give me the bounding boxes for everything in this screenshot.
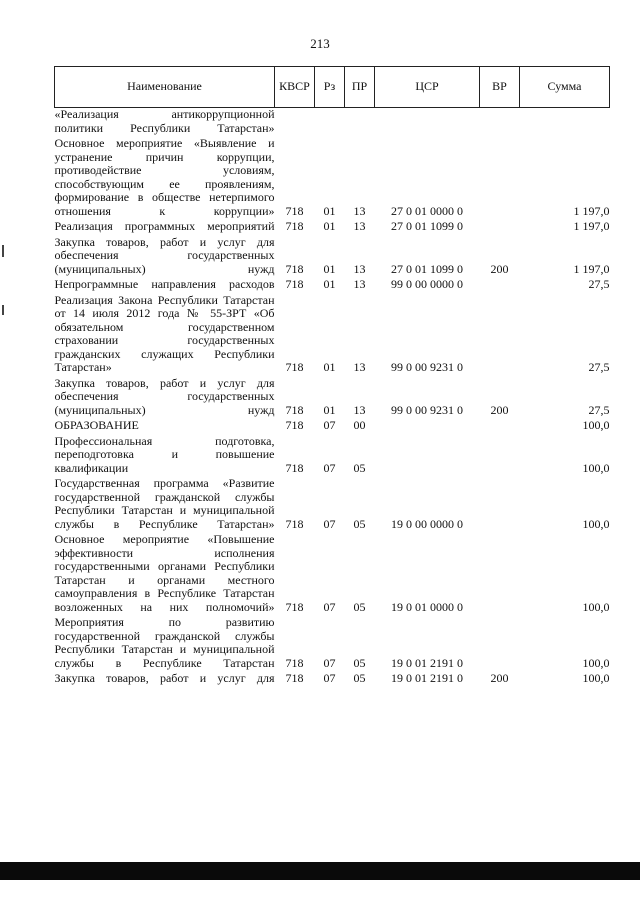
column-header-sum: Сумма [520, 67, 610, 108]
column-header-kvsr: КВСР [275, 67, 315, 108]
row-vr: 200 [490, 261, 509, 276]
row-name: Непрограммные направления расходов [54, 277, 275, 291]
table-row [55, 419, 610, 435]
row-rz: 07 [323, 516, 336, 531]
row-name: Профессиональная подготовка, переподготовка и повышение квалификации [54, 433, 275, 475]
row-pr: 05 [353, 599, 366, 614]
row-rz: 01 [323, 219, 336, 233]
row-csr: 19 0 01 0000 0 [391, 599, 463, 614]
row-kvsr: 718 [285, 655, 304, 670]
scan-mark [2, 245, 4, 257]
row-rz: 07 [323, 655, 336, 670]
table-row [55, 533, 610, 616]
row-sum: 100,0 [582, 671, 610, 685]
row-vr [480, 477, 520, 533]
table-row [55, 220, 610, 236]
table-row [55, 435, 610, 478]
row-vr [480, 137, 520, 220]
column-header-vr: ВР [480, 67, 520, 108]
row-vr: 200 [490, 671, 509, 685]
row-pr: 13 [353, 402, 366, 417]
row-name: Закупка товаров, работ и услуг для обеспечения государственных (муниципальных) нужд [54, 234, 275, 276]
row-kvsr: 718 [285, 418, 304, 432]
row-name: Основное мероприятие «Выявление и устранение причин коррупции, противодействие условиям, способствующим ее проявлениям, формирование в обществе нетерпимого отношения к коррупции» [54, 136, 275, 218]
row-rz: 01 [323, 277, 336, 291]
row-vr [480, 294, 520, 377]
row-rz: 01 [323, 402, 336, 417]
table-row [55, 294, 610, 377]
row-name: Закупка товаров, работ и услуг для [54, 671, 275, 685]
row-pr [345, 108, 375, 138]
row-pr: 13 [353, 219, 366, 233]
row-sum: 27,5 [588, 277, 610, 291]
row-pr: 13 [353, 277, 366, 291]
row-vr [480, 419, 520, 435]
row-csr [375, 419, 480, 435]
row-rz: 01 [323, 203, 336, 218]
row-csr: 19 0 01 2191 0 [391, 655, 463, 670]
row-pr: 05 [353, 671, 366, 685]
row-kvsr: 718 [285, 261, 304, 276]
row-csr: 27 0 01 1099 0 [391, 219, 463, 233]
row-name: ОБРАЗОВАНИЕ [54, 418, 139, 432]
row-sum: 100,0 [582, 418, 610, 432]
row-vr [480, 108, 520, 138]
row-sum: 27,5 [588, 360, 610, 374]
row-name: Мероприятия по развитию государственной гражданской службы Республики Татарстан и муниципальной службы в Республике Татарстан [54, 615, 275, 670]
column-header-name: Наименование [55, 67, 275, 108]
row-pr: 00 [353, 418, 366, 432]
row-kvsr: 718 [285, 599, 304, 614]
row-sum: 100,0 [582, 655, 610, 670]
row-vr [480, 278, 520, 294]
row-kvsr: 718 [285, 277, 304, 291]
row-kvsr: 718 [285, 402, 304, 417]
row-kvsr: 718 [285, 671, 304, 685]
row-name: «Реализация антикоррупционной политики Республики Татарстан» [54, 107, 275, 135]
row-rz: 01 [323, 360, 336, 374]
row-kvsr: 718 [285, 360, 304, 374]
row-csr [375, 108, 480, 138]
table-row [55, 377, 610, 420]
row-name: Государственная программа «Развитие государственной гражданской службы Республики Татарстан и муниципальной службы в Республике Татарстан» [54, 476, 275, 531]
row-rz [315, 108, 345, 138]
row-pr: 13 [353, 203, 366, 218]
row-vr [480, 533, 520, 616]
table-row [55, 108, 610, 138]
row-rz: 07 [323, 599, 336, 614]
row-sum: 100,0 [582, 516, 610, 531]
table-row [55, 672, 610, 688]
row-csr: 19 0 01 2191 0 [391, 671, 463, 685]
row-pr: 05 [353, 655, 366, 670]
row-vr [480, 616, 520, 672]
column-header-rz: Рз [315, 67, 345, 108]
row-name: Закупка товаров, работ и услуг для обеспечения государственных (муниципальных) нужд [54, 375, 275, 417]
row-sum: 1 197,0 [573, 261, 610, 276]
row-sum: 1 197,0 [573, 219, 610, 233]
row-pr: 13 [353, 261, 366, 276]
row-vr [480, 220, 520, 236]
scan-border-bar [0, 862, 640, 880]
row-csr: 19 0 00 0000 0 [391, 516, 463, 531]
row-pr: 05 [353, 460, 366, 475]
page-number: 213 [310, 36, 330, 51]
row-csr: 27 0 01 1099 0 [391, 261, 463, 276]
row-name: Основное мероприятие «Повышение эффективности исполнения государственными органами Республики Татарстан и органами местного самоуправления в Республике Татарстан возложенных на них полномочий» [54, 532, 275, 614]
table-row [55, 137, 610, 220]
row-kvsr: 718 [285, 203, 304, 218]
row-sum: 27,5 [588, 402, 610, 417]
column-header-csr: ЦСР [375, 67, 480, 108]
row-sum: 100,0 [582, 460, 610, 475]
table-row [55, 616, 610, 672]
row-name: Реализация программных мероприятий [54, 219, 275, 233]
table-row [55, 477, 610, 533]
row-csr: 99 0 00 9231 0 [391, 360, 463, 374]
row-vr [480, 435, 520, 478]
row-sum: 1 197,0 [573, 203, 610, 218]
row-kvsr [275, 108, 315, 138]
table-row [55, 236, 610, 279]
row-sum: 100,0 [582, 599, 610, 614]
row-vr: 200 [490, 402, 509, 417]
row-rz: 07 [323, 671, 336, 685]
column-header-pr: ПР [345, 67, 375, 108]
row-csr: 99 0 00 0000 0 [391, 277, 463, 291]
table-row [55, 278, 610, 294]
row-name: Реализация Закона Республики Татарстан от 14 июля 2012 года № 55-ЗРТ «Об обязательном государственном страховании государственных гражданских служащих Республики Татарстан» [54, 292, 275, 374]
row-kvsr: 718 [285, 219, 304, 233]
row-rz: 01 [323, 261, 336, 276]
row-rz: 07 [323, 418, 336, 432]
budget-table [54, 66, 610, 688]
row-kvsr: 718 [285, 460, 304, 475]
row-csr [375, 435, 480, 478]
row-kvsr: 718 [285, 516, 304, 531]
row-csr: 99 0 00 9231 0 [391, 402, 463, 417]
row-sum [520, 108, 610, 138]
row-pr: 05 [353, 516, 366, 531]
table-header-row [55, 67, 610, 108]
scan-mark [2, 305, 4, 315]
row-rz: 07 [323, 460, 336, 475]
row-pr: 13 [353, 360, 366, 374]
row-csr: 27 0 01 0000 0 [391, 203, 463, 218]
